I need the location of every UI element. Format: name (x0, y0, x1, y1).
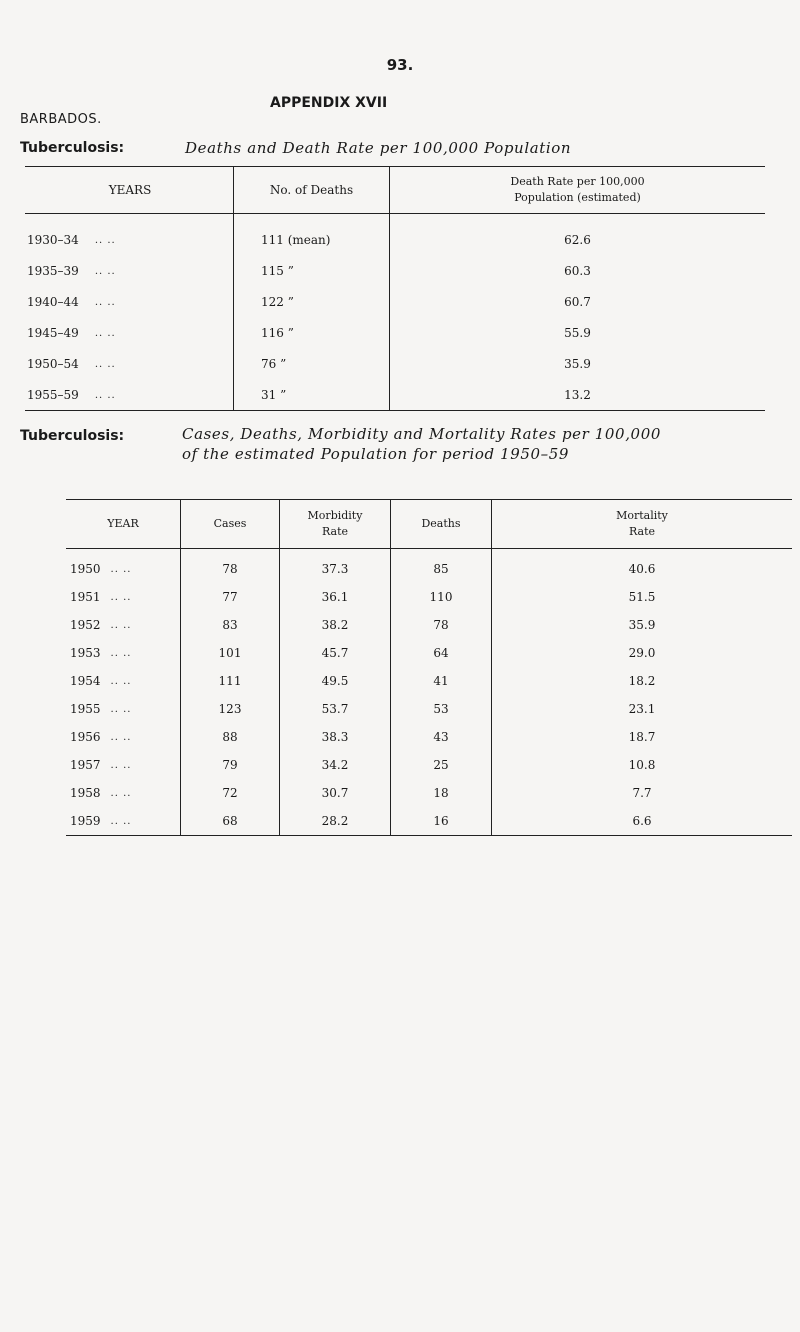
leader-dots: .. .. (94, 389, 116, 401)
year-label: 1957 (70, 758, 101, 772)
header-year: YEAR (66, 500, 181, 549)
cell-morbidity-rate: 34.2 (280, 751, 391, 779)
cell-cases: 83 (181, 611, 280, 639)
years-label: 1940–44 (27, 294, 79, 309)
table-row (66, 611, 792, 639)
cell-deaths: 64 (391, 639, 492, 667)
leader-dots: .. .. (110, 732, 132, 743)
cell-mortality-rate: 51.5 (492, 583, 793, 611)
cell-deaths: 25 (391, 751, 492, 779)
year-label: 1955 (70, 702, 101, 716)
table-row (25, 348, 765, 379)
cell-morbidity-rate: 38.3 (280, 723, 391, 751)
years-label: 1930–34 (27, 232, 79, 247)
cell-mortality-rate: 29.0 (492, 639, 793, 667)
header-mortality-rate (492, 500, 793, 549)
cell-deaths: 41 (391, 667, 492, 695)
header-no-of-deaths: No. of Deaths (234, 167, 390, 214)
leader-dots: .. .. (110, 620, 132, 631)
cell-year (66, 779, 181, 807)
cell-deaths: 53 (391, 695, 492, 723)
table-row (25, 255, 765, 286)
table2-subject: Tuberculosis: (20, 428, 125, 444)
leader-dots: .. .. (110, 648, 132, 659)
header-death-rate (390, 167, 766, 214)
leader-dots: .. .. (110, 676, 132, 687)
years-label: 1950–54 (27, 356, 79, 371)
leader-dots: .. .. (94, 358, 116, 370)
cell-years (25, 317, 234, 348)
cell-cases: 123 (181, 695, 280, 723)
cell-morbidity-rate: 45.7 (280, 639, 391, 667)
cell-mortality-rate: 23.1 (492, 695, 793, 723)
cell-death-rate: 55.9 (390, 317, 766, 348)
cell-cases: 101 (181, 639, 280, 667)
leader-dots: .. .. (94, 265, 116, 277)
year-label: 1959 (70, 814, 101, 828)
leader-dots: .. .. (94, 327, 116, 339)
cell-cases: 78 (181, 549, 280, 584)
cell-morbidity-rate: 49.5 (280, 667, 391, 695)
header-years: YEARS (25, 167, 234, 214)
table-row (25, 317, 765, 348)
deaths-table-header (25, 167, 765, 214)
cell-mortality-rate: 6.6 (492, 807, 793, 836)
year-label: 1956 (70, 730, 101, 744)
cell-cases: 79 (181, 751, 280, 779)
cell-no-of-deaths: 76 ” (234, 348, 390, 379)
cell-mortality-rate: 7.7 (492, 779, 793, 807)
cell-death-rate: 60.7 (390, 286, 766, 317)
cell-years (25, 214, 234, 256)
years-label: 1935–39 (27, 263, 79, 278)
cell-death-rate: 62.6 (390, 214, 766, 256)
cell-year (66, 723, 181, 751)
table-row (66, 751, 792, 779)
deaths-table (25, 166, 765, 411)
cell-cases: 77 (181, 583, 280, 611)
cell-deaths: 16 (391, 807, 492, 836)
cell-years (25, 255, 234, 286)
cell-death-rate: 60.3 (390, 255, 766, 286)
cell-years (25, 348, 234, 379)
year-label: 1954 (70, 674, 101, 688)
header-mortality-line2: Rate (628, 525, 656, 538)
table-row (66, 667, 792, 695)
table-row (66, 807, 792, 836)
leader-dots: .. .. (94, 234, 116, 246)
cell-no-of-deaths: 111 (mean) (234, 214, 390, 256)
rates-table-header (66, 500, 792, 549)
cell-year (66, 639, 181, 667)
page-number: 93. (386, 56, 414, 74)
leader-dots: .. .. (110, 788, 132, 799)
country-heading: BARBADOS. (20, 112, 102, 127)
table-row (25, 379, 765, 411)
cell-years (25, 286, 234, 317)
year-label: 1952 (70, 618, 101, 632)
cell-year (66, 751, 181, 779)
header-death-rate-line2: Population (estimated) (514, 191, 641, 204)
cell-cases: 72 (181, 779, 280, 807)
table-row (66, 549, 792, 584)
table-row (25, 286, 765, 317)
cell-death-rate: 13.2 (390, 379, 766, 411)
cell-cases: 68 (181, 807, 280, 836)
cell-year (66, 695, 181, 723)
header-death-rate-line1: Death Rate per 100,000 (510, 175, 645, 188)
years-label: 1945–49 (27, 325, 79, 340)
year-label: 1958 (70, 786, 101, 800)
cell-no-of-deaths: 31 ” (234, 379, 390, 411)
years-label: 1955–59 (27, 387, 79, 402)
cell-morbidity-rate: 30.7 (280, 779, 391, 807)
header-deaths: Deaths (391, 500, 492, 549)
cell-mortality-rate: 18.7 (492, 723, 793, 751)
cell-no-of-deaths: 116 ” (234, 317, 390, 348)
deaths-table-body (25, 214, 765, 411)
year-label: 1951 (70, 590, 101, 604)
cell-mortality-rate: 10.8 (492, 751, 793, 779)
cell-deaths: 78 (391, 611, 492, 639)
table-row (66, 695, 792, 723)
leader-dots: .. .. (110, 592, 132, 603)
table-row (66, 779, 792, 807)
cell-deaths: 43 (391, 723, 492, 751)
cell-mortality-rate: 35.9 (492, 611, 793, 639)
table-row (66, 639, 792, 667)
cell-death-rate: 35.9 (390, 348, 766, 379)
leader-dots: .. .. (110, 816, 132, 827)
cell-years (25, 379, 234, 411)
cell-morbidity-rate: 37.3 (280, 549, 391, 584)
cell-morbidity-rate: 36.1 (280, 583, 391, 611)
cell-year (66, 807, 181, 836)
header-morbidity-line2: Rate (321, 525, 349, 538)
cell-no-of-deaths: 122 ” (234, 286, 390, 317)
header-cases: Cases (181, 500, 280, 549)
table-row (25, 214, 765, 256)
cell-morbidity-rate: 28.2 (280, 807, 391, 836)
leader-dots: .. .. (110, 704, 132, 715)
leader-dots: .. .. (94, 296, 116, 308)
leader-dots: .. .. (110, 760, 132, 771)
cell-mortality-rate: 40.6 (492, 549, 793, 584)
cell-deaths: 85 (391, 549, 492, 584)
cell-no-of-deaths: 115 ” (234, 255, 390, 286)
year-label: 1953 (70, 646, 101, 660)
leader-dots: .. .. (110, 564, 132, 575)
table2-title-line1: Cases, Deaths, Morbidity and Mortality Rates per 100,000 (182, 425, 661, 443)
cell-deaths: 110 (391, 583, 492, 611)
table1-subject: Tuberculosis: (20, 140, 125, 156)
table-row (66, 723, 792, 751)
table-row (66, 583, 792, 611)
cell-morbidity-rate: 53.7 (280, 695, 391, 723)
year-label: 1950 (70, 562, 101, 576)
appendix-title: APPENDIX XVII (270, 95, 388, 111)
header-morbidity-rate (280, 500, 391, 549)
table1-title: Deaths and Death Rate per 100,000 Population (185, 139, 572, 157)
cell-year (66, 611, 181, 639)
header-morbidity-line1: Morbidity (307, 509, 363, 522)
cell-cases: 111 (181, 667, 280, 695)
cell-deaths: 18 (391, 779, 492, 807)
table2-title-line2: of the estimated Population for period 1950–59 (182, 445, 570, 463)
cell-cases: 88 (181, 723, 280, 751)
cell-year (66, 667, 181, 695)
table2-title (182, 424, 661, 464)
rates-table-body (66, 549, 792, 836)
cell-mortality-rate: 18.2 (492, 667, 793, 695)
cell-morbidity-rate: 38.2 (280, 611, 391, 639)
cell-year (66, 549, 181, 584)
cell-year (66, 583, 181, 611)
rates-table (66, 499, 792, 836)
header-mortality-line1: Mortality (616, 509, 668, 522)
